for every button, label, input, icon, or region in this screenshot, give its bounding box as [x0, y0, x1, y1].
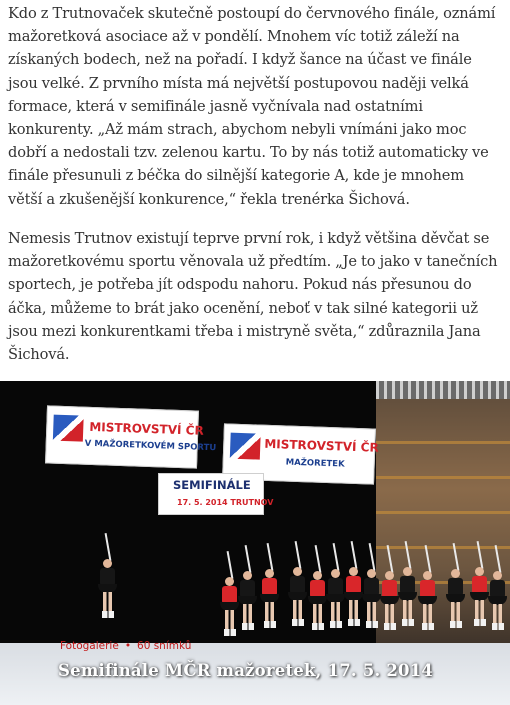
- banner-title: SEMIFINÁLE: [173, 478, 251, 492]
- semifinal-banner: [158, 473, 274, 515]
- gallery-title[interactable]: Semifinále MČR mažoretek, 17. 5. 2014: [58, 661, 434, 680]
- separator-dot: •: [124, 640, 132, 652]
- gallery-meta[interactable]: [60, 640, 191, 652]
- article-paragraph: Nemesis Trutnov existují teprve první rok, i když většina děvčat se mažoretkovému sportu věnovala už předtím. „Je to jako v tanečních sportech, je potřeba jít odspodu nahoru. Pokud nás přesunou do áčka, můžeme to brát jako ocenění, neboť v tak silné kategorii už jsou mezi konkurentkami třeba i mistryně světa,“ zdůraznila Jana Šichová.: [8, 230, 498, 364]
- photo-gallery-link[interactable]: [0, 381, 510, 705]
- banner-subtitle: V MAŽORETKOVÉM SPORTU: [84, 438, 217, 454]
- photo-count: 60 snímků: [137, 640, 192, 652]
- gallery-label: Fotogalerie: [60, 640, 119, 652]
- banner-subtitle: MAŽORETEK: [285, 457, 345, 470]
- ceiling-truss: [376, 381, 510, 399]
- article-paragraph: Kdo z Trutnovaček skutečně postoupí do červnového finále, oznámí mažoretková asociace až v pondělí. Mnohem víc totiž záleží na získaných bodech, než na pořadí. I když šance na účast ve finále jsou velké. Z prvního místa má největší postupovou naději velká formace, která v semifinále jasně vyčnívala nad ostatními konkurenty. „Až mám strach, abychom nebyli vnímáni jako moc dobří a nedostali tzv. zelenou kartu. To by nás totiž automaticky ve finále přesunuli z béčka do silnější kategorie A, kde je mnohem větší a zkušenější konkurence,“ řekla trenérka Šichová.: [8, 5, 496, 208]
- banner-title: MISTROVSTVÍ ČR: [89, 419, 204, 438]
- championship-banner: [45, 405, 217, 468]
- arena-stands: [376, 381, 510, 651]
- flag-logo-icon: [53, 415, 84, 442]
- banner-subtitle: 17. 5. 2014 TRUTNOV: [177, 498, 274, 507]
- flag-logo-icon: [230, 433, 261, 460]
- banner-title: MISTROVSTVÍ ČR: [264, 436, 379, 455]
